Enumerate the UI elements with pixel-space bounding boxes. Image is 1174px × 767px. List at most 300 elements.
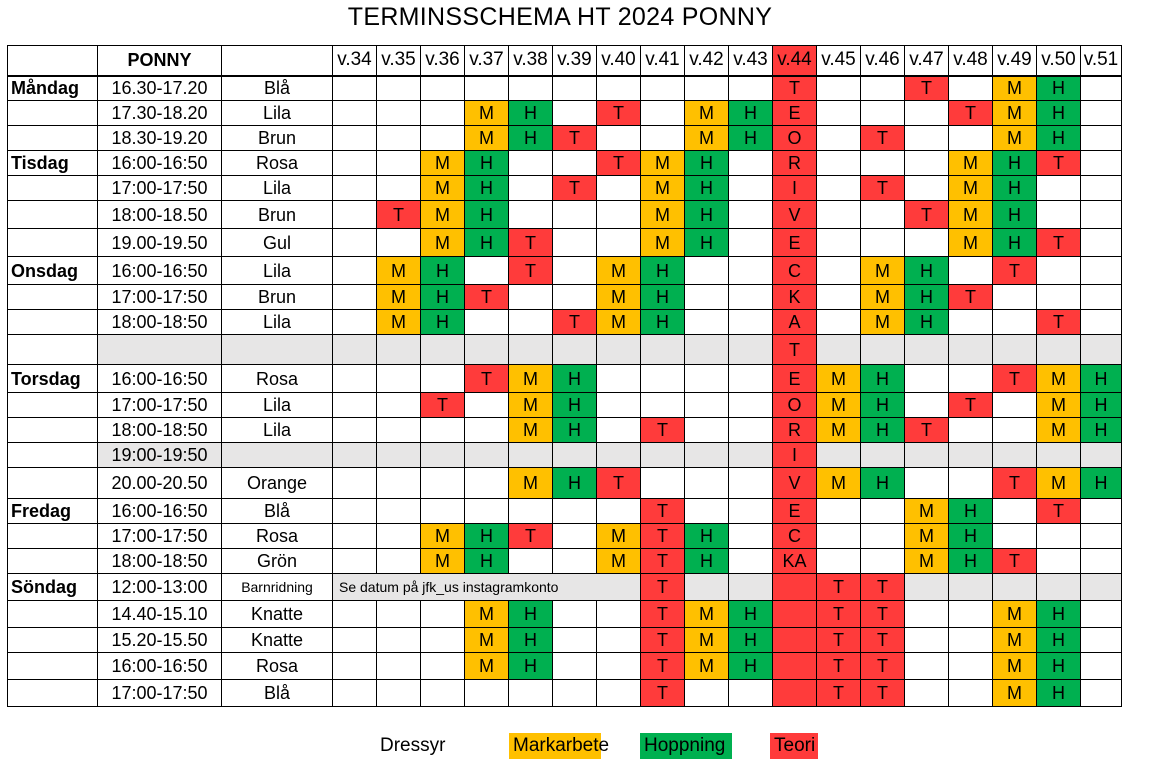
schedule-row — [8, 201, 1122, 229]
week-cell: V — [773, 468, 817, 499]
schedule-row — [8, 310, 1122, 335]
week-cell — [597, 499, 641, 524]
week-cell — [1037, 524, 1081, 549]
week-cell — [729, 310, 773, 335]
week-header: v.50 — [1037, 46, 1081, 76]
week-cell — [377, 549, 421, 574]
week-header: v.35 — [377, 46, 421, 76]
week-cell: M — [685, 653, 729, 680]
week-cell: R — [773, 151, 817, 176]
day-label — [8, 101, 98, 126]
week-cell: H — [1037, 628, 1081, 653]
week-cell: H — [1037, 653, 1081, 680]
week-cell: T — [641, 628, 685, 653]
week-cell — [773, 628, 817, 653]
week-cell — [1081, 126, 1122, 151]
week-cell: M — [597, 310, 641, 335]
header-row — [8, 46, 1122, 76]
week-cell: H — [641, 285, 685, 310]
week-cell: H — [949, 549, 993, 574]
week-cell: T — [993, 257, 1037, 285]
week-cell — [377, 229, 421, 257]
week-cell: M — [817, 468, 861, 499]
week-cell: H — [553, 468, 597, 499]
week-cell — [817, 285, 861, 310]
week-cell — [377, 76, 421, 101]
week-cell — [1081, 680, 1122, 707]
week-cell: C — [773, 524, 817, 549]
legend-hoppning-label: Hoppning — [640, 733, 732, 759]
week-cell: M — [861, 285, 905, 310]
week-cell: M — [509, 418, 553, 443]
class-group: Blå — [222, 499, 333, 524]
week-cell: M — [993, 680, 1037, 707]
week-cell: H — [509, 126, 553, 151]
week-cell — [333, 549, 377, 574]
week-cell — [861, 549, 905, 574]
week-cell: T — [949, 393, 993, 418]
week-cell: H — [465, 524, 509, 549]
week-cell: M — [905, 499, 949, 524]
week-cell — [729, 549, 773, 574]
week-header: v.47 — [905, 46, 949, 76]
week-cell — [861, 335, 905, 365]
week-cell — [333, 335, 377, 365]
class-group: Grön — [222, 549, 333, 574]
week-cell: T — [597, 101, 641, 126]
week-cell — [553, 499, 597, 524]
week-cell: M — [993, 628, 1037, 653]
week-cell: M — [641, 176, 685, 201]
class-group: Orange — [222, 468, 333, 499]
week-cell — [993, 285, 1037, 310]
week-cell: M — [597, 524, 641, 549]
week-cell: H — [509, 601, 553, 628]
week-cell — [905, 393, 949, 418]
week-cell: T — [1037, 151, 1081, 176]
week-cell — [1081, 335, 1122, 365]
week-cell — [949, 601, 993, 628]
week-cell: M — [421, 201, 465, 229]
week-cell: H — [1081, 365, 1122, 393]
week-cell — [553, 335, 597, 365]
time-slot: 17.30-18.20 — [98, 101, 222, 126]
week-cell — [553, 201, 597, 229]
week-cell: H — [861, 393, 905, 418]
week-cell — [333, 393, 377, 418]
day-label: Fredag — [8, 499, 98, 524]
class-group: Brun — [222, 285, 333, 310]
week-header: v.36 — [421, 46, 465, 76]
time-slot: 17:00-17:50 — [98, 285, 222, 310]
week-cell: M — [861, 310, 905, 335]
week-cell: H — [905, 257, 949, 285]
week-cell — [817, 499, 861, 524]
schedule-table — [7, 45, 1122, 707]
week-cell — [377, 335, 421, 365]
week-cell: H — [685, 524, 729, 549]
week-cell — [421, 101, 465, 126]
week-cell: H — [685, 549, 729, 574]
day-label — [8, 443, 98, 468]
week-cell — [949, 468, 993, 499]
week-cell: T — [773, 335, 817, 365]
week-cell — [597, 680, 641, 707]
class-group: Blå — [222, 680, 333, 707]
day-label — [8, 628, 98, 653]
week-cell: H — [1037, 101, 1081, 126]
class-group: Knatte — [222, 628, 333, 653]
week-cell — [685, 468, 729, 499]
week-cell — [905, 653, 949, 680]
schedule-row — [8, 393, 1122, 418]
day-label — [8, 418, 98, 443]
day-label — [8, 229, 98, 257]
week-cell: T — [993, 549, 1037, 574]
week-cell — [597, 126, 641, 151]
week-cell: T — [861, 680, 905, 707]
week-cell — [553, 443, 597, 468]
week-cell — [333, 628, 377, 653]
week-header: v.41 — [641, 46, 685, 76]
week-cell — [597, 201, 641, 229]
week-cell — [377, 499, 421, 524]
week-cell — [333, 310, 377, 335]
header-ponny: PONNY — [98, 46, 222, 76]
week-cell — [729, 285, 773, 310]
week-cell — [597, 418, 641, 443]
week-cell — [949, 653, 993, 680]
week-cell — [729, 229, 773, 257]
week-cell: M — [993, 653, 1037, 680]
week-cell — [1037, 443, 1081, 468]
week-cell — [421, 680, 465, 707]
week-cell: M — [641, 229, 685, 257]
week-cell: M — [1037, 418, 1081, 443]
week-cell — [553, 680, 597, 707]
time-slot: 18:00-18:50 — [98, 418, 222, 443]
week-cell: H — [1037, 126, 1081, 151]
week-cell: H — [1081, 418, 1122, 443]
week-cell: I — [773, 176, 817, 201]
week-cell — [641, 365, 685, 393]
legend-markarbete — [509, 733, 610, 759]
week-cell — [377, 418, 421, 443]
week-cell: H — [729, 653, 773, 680]
week-cell — [509, 310, 553, 335]
week-header: v.49 — [993, 46, 1037, 76]
week-cell — [641, 443, 685, 468]
week-cell: T — [993, 365, 1037, 393]
time-slot: 17:00-17:50 — [98, 393, 222, 418]
week-cell — [333, 418, 377, 443]
week-cell — [1081, 201, 1122, 229]
time-slot: 16:00-16:50 — [98, 365, 222, 393]
class-group: Rosa — [222, 524, 333, 549]
time-slot: 18:00-18.50 — [98, 201, 222, 229]
class-group: Lila — [222, 393, 333, 418]
week-cell: T — [553, 126, 597, 151]
week-cell: M — [421, 524, 465, 549]
week-cell — [333, 201, 377, 229]
week-cell: M — [641, 201, 685, 229]
week-cell — [333, 229, 377, 257]
week-cell — [905, 151, 949, 176]
schedule-row — [8, 285, 1122, 310]
week-cell — [817, 310, 861, 335]
week-cell — [993, 310, 1037, 335]
week-cell: H — [905, 285, 949, 310]
week-cell: T — [641, 524, 685, 549]
class-group: Blå — [222, 76, 333, 101]
week-cell: T — [993, 468, 1037, 499]
week-cell — [377, 653, 421, 680]
week-cell — [993, 499, 1037, 524]
week-cell — [553, 628, 597, 653]
week-cell: T — [905, 201, 949, 229]
week-cell: H — [905, 310, 949, 335]
week-cell — [421, 418, 465, 443]
week-cell: T — [817, 574, 861, 601]
week-cell: H — [685, 176, 729, 201]
week-cell — [1081, 524, 1122, 549]
week-cell: M — [465, 601, 509, 628]
week-cell: M — [685, 628, 729, 653]
week-cell — [1081, 549, 1122, 574]
week-cell: H — [993, 201, 1037, 229]
week-cell — [421, 653, 465, 680]
day-label — [8, 680, 98, 707]
week-cell — [949, 310, 993, 335]
week-cell — [333, 443, 377, 468]
week-cell: M — [949, 201, 993, 229]
class-group: Rosa — [222, 365, 333, 393]
week-cell — [1081, 499, 1122, 524]
time-slot: 14.40-15.10 — [98, 601, 222, 628]
week-cell: H — [729, 101, 773, 126]
week-cell: E — [773, 365, 817, 393]
week-cell: H — [861, 418, 905, 443]
week-cell — [333, 524, 377, 549]
week-cell — [333, 468, 377, 499]
week-cell: T — [641, 680, 685, 707]
week-cell: H — [1037, 76, 1081, 101]
week-cell — [861, 443, 905, 468]
week-cell — [685, 393, 729, 418]
week-cell — [509, 76, 553, 101]
week-cell: E — [773, 101, 817, 126]
day-label — [8, 524, 98, 549]
class-group: Rosa — [222, 653, 333, 680]
week-cell — [421, 601, 465, 628]
week-cell: M — [993, 101, 1037, 126]
week-cell — [773, 653, 817, 680]
schedule-row — [8, 418, 1122, 443]
week-cell — [465, 443, 509, 468]
week-cell: H — [641, 310, 685, 335]
week-cell: T — [1037, 229, 1081, 257]
legend-teori — [770, 733, 818, 759]
time-slot: 16:00-16:50 — [98, 499, 222, 524]
week-cell: T — [949, 101, 993, 126]
week-cell: H — [509, 101, 553, 126]
week-cell — [817, 176, 861, 201]
schedule-row — [8, 335, 1122, 365]
week-cell: T — [817, 601, 861, 628]
week-cell — [421, 468, 465, 499]
week-cell — [597, 176, 641, 201]
week-cell: H — [993, 176, 1037, 201]
schedule-row — [8, 628, 1122, 653]
week-cell: T — [861, 126, 905, 151]
week-cell — [333, 126, 377, 151]
week-cell — [729, 393, 773, 418]
class-group: Lila — [222, 418, 333, 443]
week-cell: T — [597, 468, 641, 499]
day-label — [8, 126, 98, 151]
week-cell — [333, 101, 377, 126]
week-cell: M — [993, 601, 1037, 628]
week-cell — [509, 499, 553, 524]
schedule-row — [8, 365, 1122, 393]
week-cell — [729, 176, 773, 201]
time-slot: 16:00-16:50 — [98, 257, 222, 285]
week-cell — [509, 176, 553, 201]
week-cell — [553, 76, 597, 101]
week-cell: M — [1037, 365, 1081, 393]
week-cell: M — [377, 285, 421, 310]
week-cell — [949, 443, 993, 468]
class-group: Gul — [222, 229, 333, 257]
week-cell: E — [773, 229, 817, 257]
week-cell: A — [773, 310, 817, 335]
week-cell: M — [685, 126, 729, 151]
week-cell — [421, 365, 465, 393]
time-slot: 16:00-16:50 — [98, 151, 222, 176]
week-cell: H — [685, 201, 729, 229]
week-cell — [597, 76, 641, 101]
week-cell — [905, 628, 949, 653]
day-label — [8, 653, 98, 680]
week-cell — [421, 628, 465, 653]
class-group: Lila — [222, 257, 333, 285]
class-group: Knatte — [222, 601, 333, 628]
week-cell — [553, 601, 597, 628]
week-cell — [421, 499, 465, 524]
week-cell — [949, 365, 993, 393]
week-cell: M — [1037, 468, 1081, 499]
week-header: v.38 — [509, 46, 553, 76]
schedule-row — [8, 680, 1122, 707]
week-cell — [993, 574, 1037, 601]
week-cell — [685, 335, 729, 365]
week-cell — [949, 574, 993, 601]
week-cell: M — [421, 176, 465, 201]
week-cell — [773, 680, 817, 707]
day-label — [8, 201, 98, 229]
week-cell — [1081, 601, 1122, 628]
week-cell: H — [685, 229, 729, 257]
week-cell — [377, 393, 421, 418]
week-cell: H — [685, 151, 729, 176]
week-cell: H — [465, 201, 509, 229]
week-cell: M — [949, 151, 993, 176]
week-cell: M — [905, 524, 949, 549]
week-cell: H — [553, 393, 597, 418]
week-cell — [597, 393, 641, 418]
week-cell: H — [465, 176, 509, 201]
day-label — [8, 393, 98, 418]
day-label — [8, 468, 98, 499]
week-cell: M — [509, 468, 553, 499]
schedule-row — [8, 126, 1122, 151]
week-cell: M — [421, 151, 465, 176]
week-cell: M — [465, 101, 509, 126]
time-slot: 18:00-18:50 — [98, 549, 222, 574]
week-cell — [817, 151, 861, 176]
week-cell — [993, 443, 1037, 468]
week-cell: T — [641, 601, 685, 628]
week-cell — [685, 310, 729, 335]
day-label — [8, 176, 98, 201]
week-cell — [465, 468, 509, 499]
week-cell: H — [729, 601, 773, 628]
week-cell — [729, 201, 773, 229]
week-cell: T — [817, 628, 861, 653]
week-cell: H — [465, 549, 509, 574]
week-cell: H — [553, 365, 597, 393]
week-cell: M — [597, 257, 641, 285]
week-cell — [729, 365, 773, 393]
time-slot: 16.30-17.20 — [98, 76, 222, 101]
week-cell — [949, 418, 993, 443]
week-cell — [597, 365, 641, 393]
week-cell: M — [861, 257, 905, 285]
week-cell: M — [421, 229, 465, 257]
week-header: v.40 — [597, 46, 641, 76]
week-cell — [333, 680, 377, 707]
week-cell — [949, 126, 993, 151]
week-cell: M — [509, 393, 553, 418]
class-group: Lila — [222, 176, 333, 201]
day-label — [8, 285, 98, 310]
schedule-row — [8, 443, 1122, 468]
week-cell: M — [993, 126, 1037, 151]
time-slot: 16:00-16:50 — [98, 653, 222, 680]
week-cell — [465, 499, 509, 524]
week-cell — [377, 680, 421, 707]
day-label — [8, 310, 98, 335]
week-cell: T — [641, 418, 685, 443]
week-cell: M — [465, 653, 509, 680]
header-class-cell — [222, 46, 333, 76]
time-slot: 18:00-18:50 — [98, 310, 222, 335]
week-cell — [993, 335, 1037, 365]
class-group — [222, 443, 333, 468]
week-cell — [685, 499, 729, 524]
week-cell — [597, 335, 641, 365]
week-cell: T — [509, 229, 553, 257]
week-cell — [641, 335, 685, 365]
week-cell — [949, 628, 993, 653]
week-cell — [597, 601, 641, 628]
day-label — [8, 601, 98, 628]
week-cell: H — [949, 524, 993, 549]
week-cell — [377, 126, 421, 151]
week-cell — [729, 524, 773, 549]
week-cell — [377, 524, 421, 549]
schedule-row — [8, 499, 1122, 524]
